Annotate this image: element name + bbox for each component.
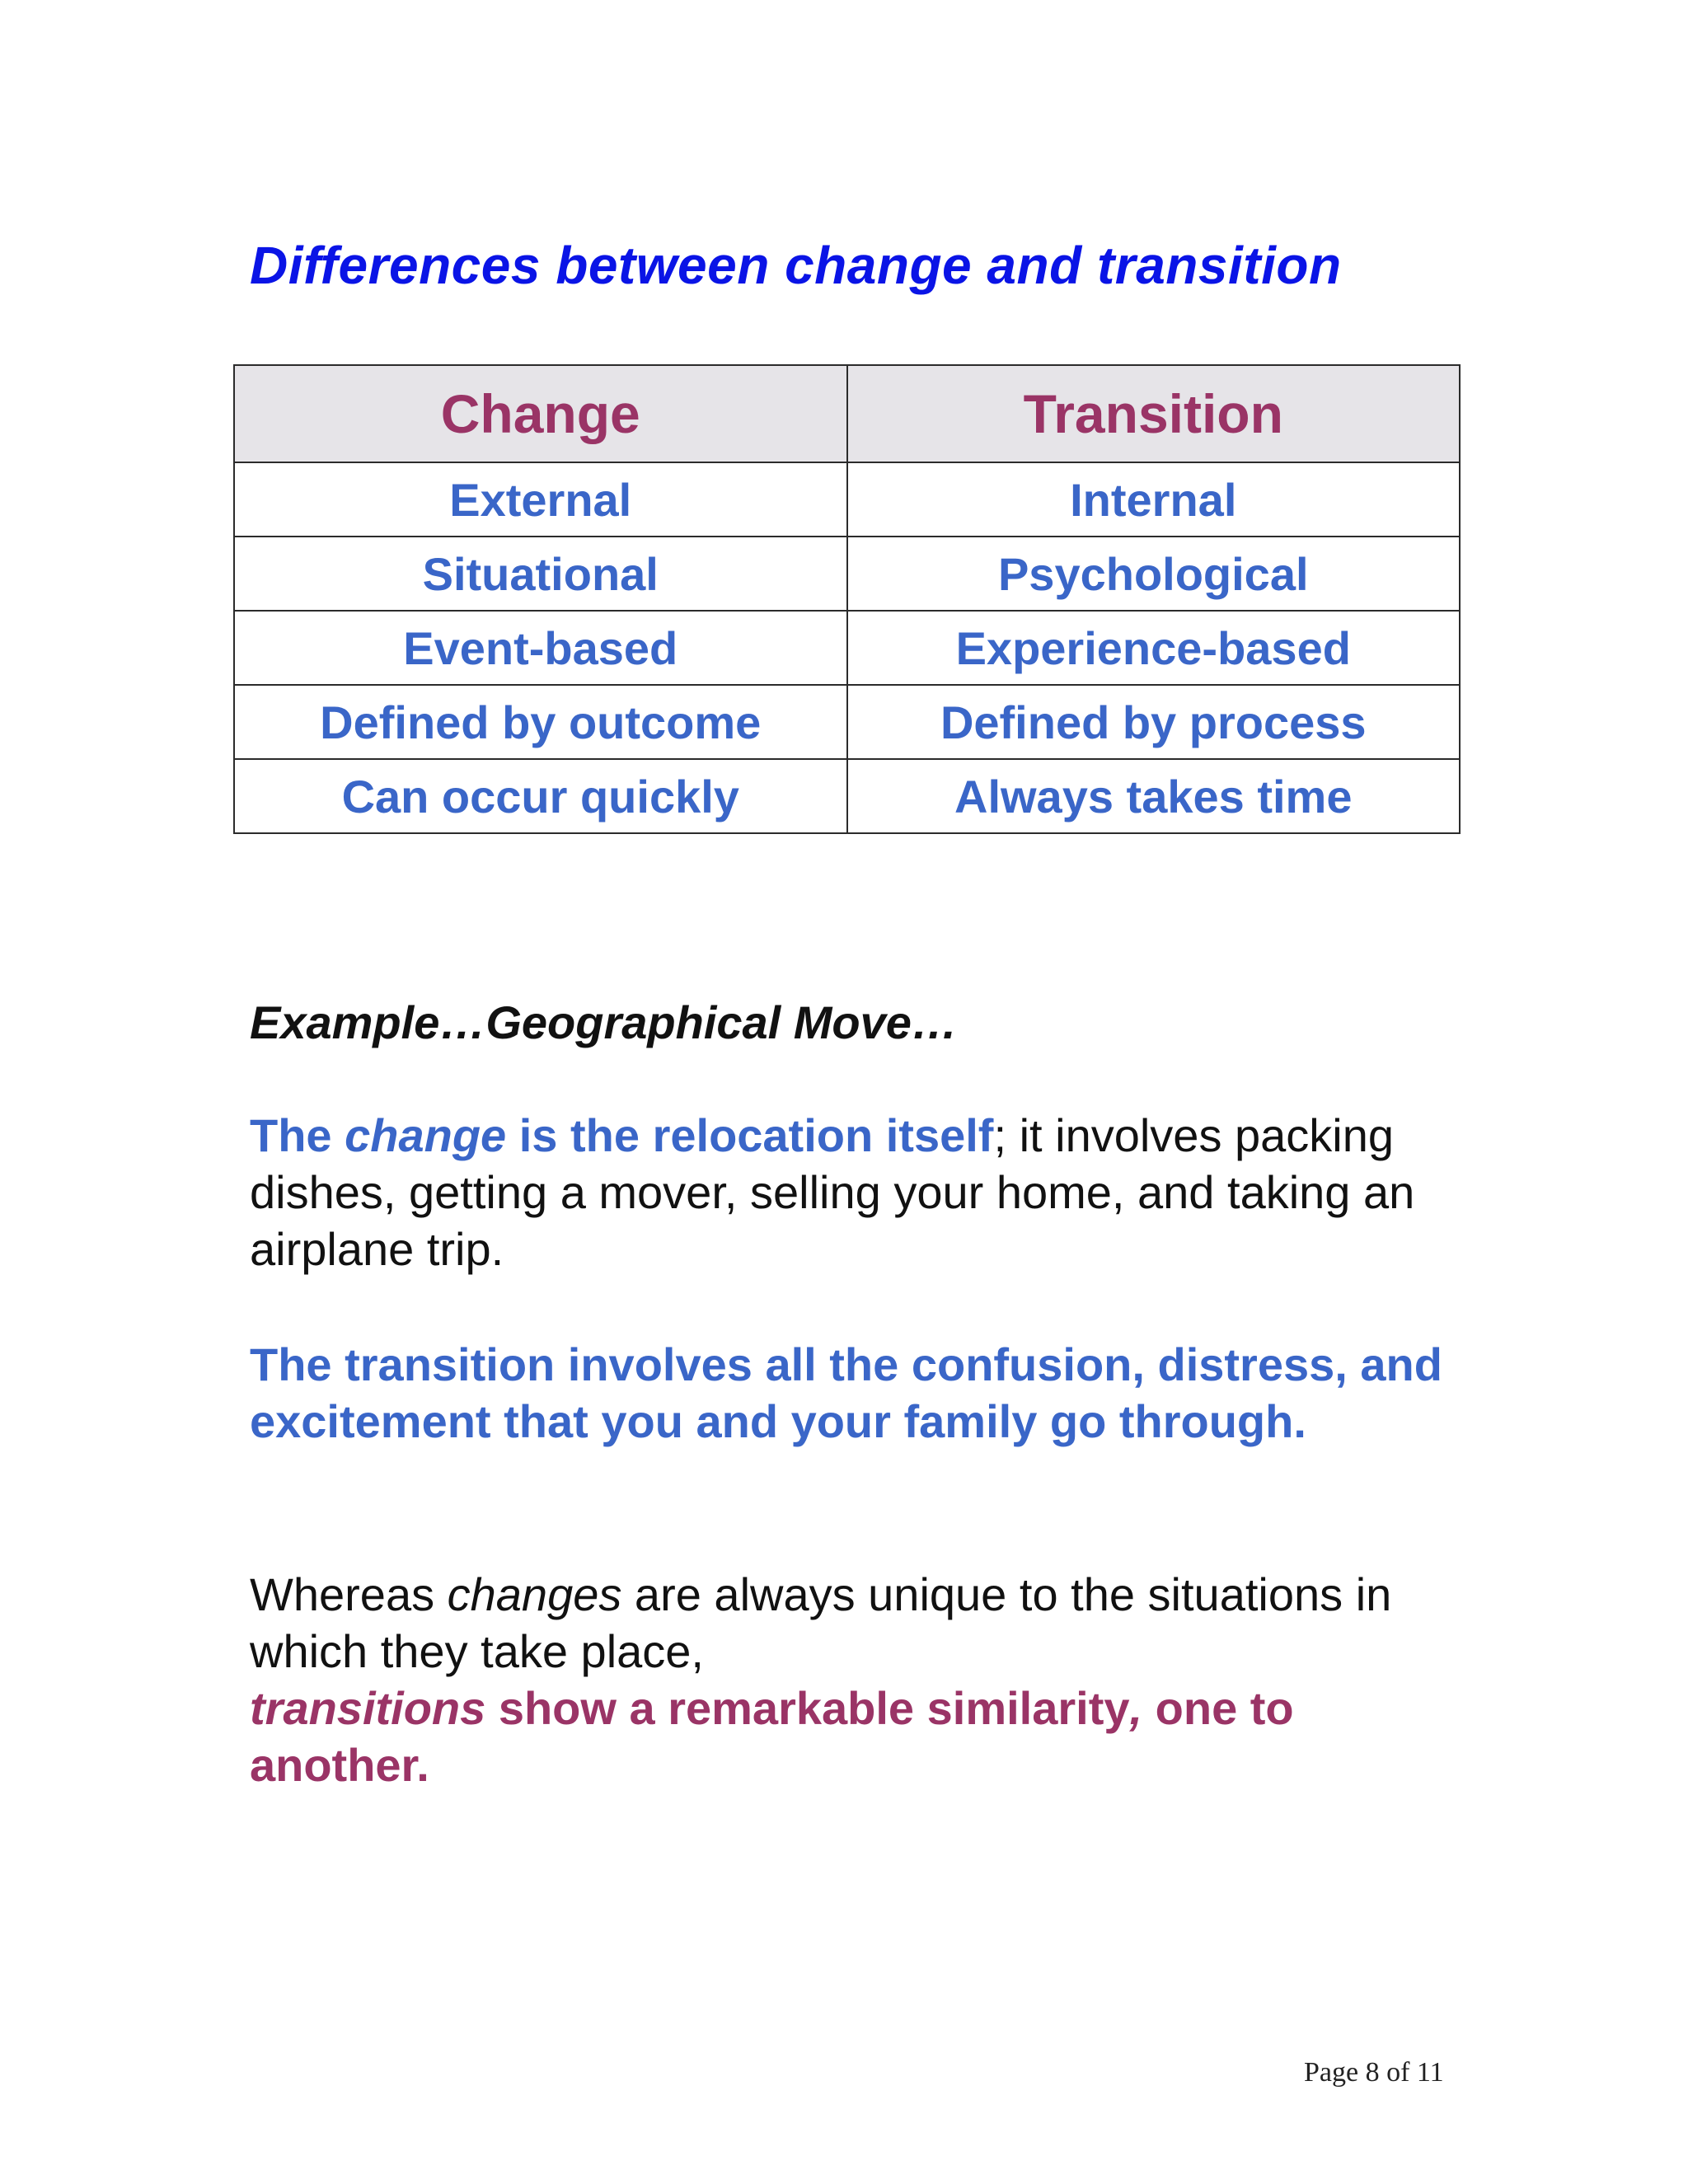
table-row bbox=[234, 537, 1460, 611]
cell-transition: Internal bbox=[847, 462, 1461, 537]
p3-changes-word: changes bbox=[447, 1568, 622, 1620]
p3-unique: are always unique to the situations in which they take place, bbox=[250, 1568, 1392, 1677]
comparison-table bbox=[233, 364, 1461, 834]
cell-change: Event-based bbox=[234, 611, 847, 685]
cell-change: Defined by outcome bbox=[234, 685, 847, 759]
cell-transition: Always takes time bbox=[847, 759, 1461, 833]
header-change: Change bbox=[234, 365, 847, 462]
example-heading: Example…Geographical Move… bbox=[250, 996, 958, 1048]
cell-change: External bbox=[234, 462, 847, 537]
cell-change: Situational bbox=[234, 537, 847, 611]
cell-change: Can occur quickly bbox=[234, 759, 847, 833]
p3-one-to-another: one to another. bbox=[250, 1682, 1294, 1791]
cell-transition: Defined by process bbox=[847, 685, 1461, 759]
p3-transitions-word: transitions bbox=[250, 1682, 486, 1734]
p3-whereas: Whereas bbox=[250, 1568, 448, 1620]
paragraph-change-definition bbox=[250, 1107, 1470, 1277]
cell-transition: Psychological bbox=[847, 537, 1461, 611]
p3-similarity: show a remarkable similarity bbox=[485, 1682, 1130, 1734]
p1-the: The bbox=[250, 1109, 345, 1161]
paragraph-similarity bbox=[250, 1566, 1470, 1793]
cell-transition: Experience-based bbox=[847, 611, 1461, 685]
table-header-row bbox=[234, 365, 1460, 462]
p3-comma: , bbox=[1129, 1682, 1143, 1734]
header-transition: Transition bbox=[847, 365, 1461, 462]
table-row bbox=[234, 611, 1460, 685]
table-row bbox=[234, 462, 1460, 537]
page-number: Page 8 of 11 bbox=[1304, 2057, 1444, 2088]
p1-relocation: is the relocation itself bbox=[506, 1109, 994, 1161]
table-row bbox=[234, 759, 1460, 833]
table-row bbox=[234, 685, 1460, 759]
p1-details: ; it involves packing dishes, getting a mover, selling your home, and taking an airplane trip. bbox=[250, 1109, 1415, 1275]
paragraph-transition-definition: The transition involves all the confusion, distress, and excitement that you and your family go through. bbox=[250, 1338, 1442, 1447]
page-title: Differences between change and transition bbox=[250, 236, 1342, 295]
p1-change-word: change bbox=[345, 1109, 507, 1161]
